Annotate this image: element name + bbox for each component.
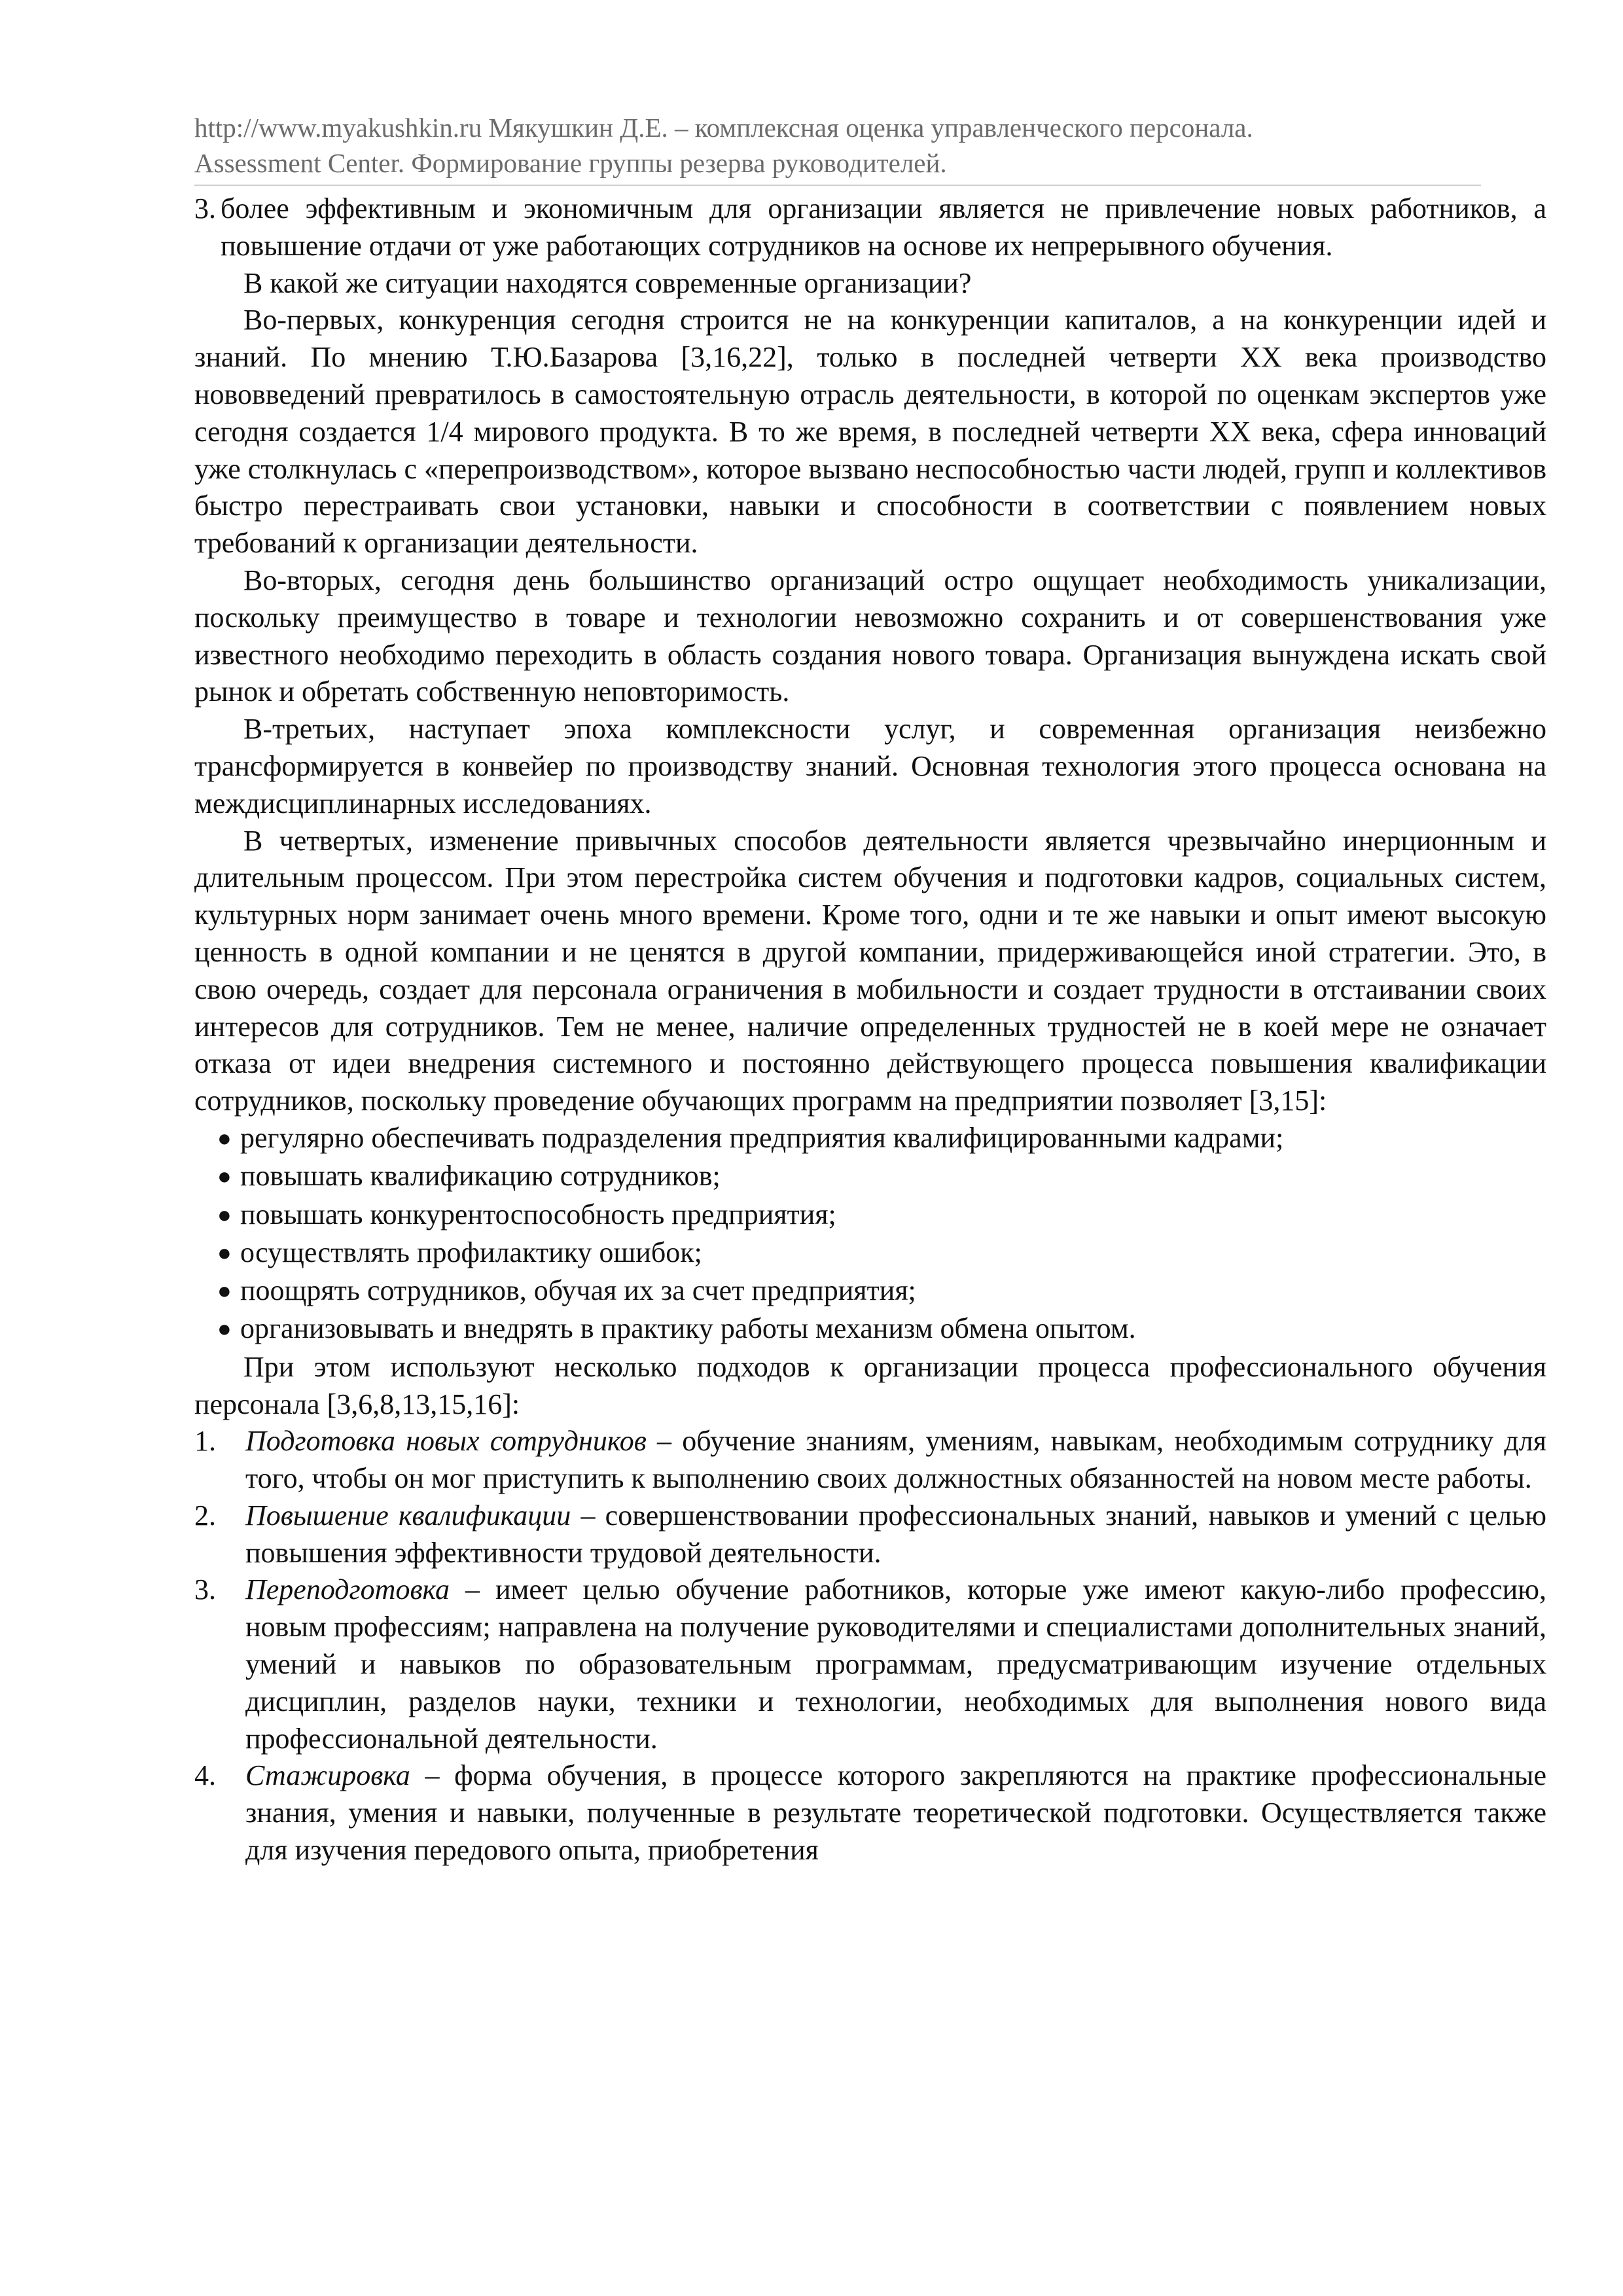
paragraph-third: В-третьих, наступает эпоха комплексности услуг, и современная организация неизбежно трансформируется в конвейер по производству знаний. Основная технология этого процесса основана на междисциплинарных исследованиях. — [194, 713, 1546, 819]
approaches-list — [194, 1423, 1546, 1869]
page-header — [194, 110, 1451, 181]
training-benefits-list — [194, 1120, 1546, 1348]
approach-item — [194, 1571, 1546, 1757]
paragraph-second: Во-вторых, сегодня день большинство организаций остро ощущает необходимость уникализации, поскольку преимущество в товаре и технологии невозможно сохранить и от совершенствования уже известного необходимо переходить в область создания нового товара. Организация вынуждена искать свой рынок и обретать собственную неповторимость. — [194, 564, 1546, 708]
approach-description: – обучение знаниям, умениям, навыкам, необходимым сотруднику для того, чтобы он мог приступить к выполнению своих должностных обязанностей на новом месте работы. — [245, 1425, 1546, 1495]
bullet-text: организовывать и внедрять в практику работы механизм обмена опытом. — [240, 1312, 1136, 1345]
bullet-text: поощрять сотрудников, обучая их за счет предприятия; — [240, 1274, 916, 1307]
paragraph-question: В какой же ситуации находятся современные организации? — [243, 266, 972, 299]
bullet-item — [194, 1158, 1546, 1195]
approach-number: 1. — [194, 1425, 216, 1458]
bullet-icon: ● — [217, 1278, 232, 1304]
continued-list-item — [194, 190, 1546, 265]
approach-text — [245, 1571, 1546, 1757]
bullet-item — [194, 1310, 1546, 1348]
approach-text — [245, 1423, 1546, 1498]
approach-text — [245, 1757, 1546, 1869]
bullet-icon: ● — [217, 1201, 232, 1228]
approach-number: 3. — [194, 1573, 216, 1606]
approach-description: – форма обучения, в процессе которого закрепляются на практике профессиональные знания, умения и навыки, полученные в результате теоретической подготовки. Осуществляется также для изучения передового опыта, приобретения — [245, 1759, 1546, 1867]
bullet-text: регулярно обеспечивать подразделения предприятия квалифицированными кадрами; — [240, 1121, 1284, 1154]
list-item-text: более эффективным и экономичным для организации является не привлечение новых работников, а повышение отдачи от уже работающих сотрудников на основе их непрерывного обучения. — [221, 192, 1546, 262]
bullet-text: осуществлять профилактику ошибок; — [240, 1236, 702, 1268]
header-divider — [194, 185, 1481, 186]
bullet-icon: ● — [217, 1163, 232, 1190]
bullet-icon: ● — [217, 1124, 232, 1151]
approach-term: Подготовка новых сотрудников — [245, 1425, 647, 1458]
paragraph-first: Во-первых, конкуренция сегодня строится не на конкуренции капиталов, а на конкуренции идей и знаний. По мнению Т.Ю.Базарова [3,16,22], только в последней четверти XX века производство нововведений превратилось в самостоятельную отрасль деятельности, в которой по оценкам экспертов уже сегодня создается 1/4 мирового продукта. В то же время, в последней четверти XX века, сфера инноваций уже столкнулась с «перепроизводством», которое вызвано неспособностью части людей, групп и коллективов быстро перестраивать свои установки, навыки и способности в соответствии с появлением новых требований к организации деятельности. — [194, 304, 1546, 560]
approach-number: 2. — [194, 1499, 216, 1532]
header-line-2: Assessment Center. Формирование группы резерва руководителей. — [194, 148, 947, 178]
bullet-text: повышать конкурентоспособность предприятия; — [240, 1198, 836, 1230]
approach-term: Переподготовка — [245, 1573, 450, 1606]
approach-item — [194, 1757, 1546, 1869]
bullet-icon: ● — [217, 1316, 232, 1342]
bullet-icon: ● — [217, 1239, 232, 1266]
approaches-intro: При этом используют несколько подходов к организации процесса профессионального обучения персонала [3,6,8,13,15,16]: — [194, 1350, 1546, 1420]
bullet-item — [194, 1234, 1546, 1272]
bullet-item — [194, 1120, 1546, 1157]
header-line-1: http://www.myakushkin.ru Мякушкин Д.Е. – комплексная оценка управленческого персонала. — [194, 113, 1253, 143]
approach-term: Повышение квалификации — [245, 1499, 571, 1532]
approach-item — [194, 1498, 1546, 1572]
approach-description: – совершенствовании профессиональных знаний, навыков и умений с целью повышения эффективности трудовой деятельности. — [245, 1499, 1546, 1569]
list-number: 3. — [194, 192, 216, 224]
approach-text — [245, 1498, 1546, 1572]
approach-number: 4. — [194, 1759, 216, 1792]
bullet-item — [194, 1272, 1546, 1310]
paragraph-fourth: В четвертых, изменение привычных способов деятельности является чрезвычайно инерционным и длительным процессом. При этом перестройка систем обучения и подготовки кадров, социальных систем, культурных норм занимает очень много времени. Кроме того, одни и те же навыки и опыт имеют высокую ценность в одной компании и не ценятся в другой компании, придерживающейся иной стратегии. Это, в свою очередь, создает для персонала ограничения в мобильности и создает трудности в отстаивании своих интересов для сотрудников. Тем не менее, наличие определенных трудностей не в коей мере не означает отказа от идеи внедрения системного и постоянно действующего процесса повышения квалификации сотрудников, поскольку проведение обучающих программ на предприятии позволяет [3,15]: — [194, 824, 1546, 1117]
bullet-item — [194, 1196, 1546, 1234]
approach-description: – имеет целью обучение работников, которые уже имеют какую-либо профессию, новым профессиям; направлена на получение руководителями и специалистами дополнительных знаний, умений и навыков по образовательным программам, предусматривающим изучение отдельных дисциплин, разделов науки, техники и технологии, необходимых для выполнения нового вида профессиональной деятельности. — [245, 1573, 1546, 1755]
document-body — [194, 190, 1546, 1869]
approach-term: Стажировка — [245, 1759, 410, 1792]
bullet-text: повышать квалификацию сотрудников; — [240, 1160, 721, 1193]
approach-item — [194, 1423, 1546, 1498]
